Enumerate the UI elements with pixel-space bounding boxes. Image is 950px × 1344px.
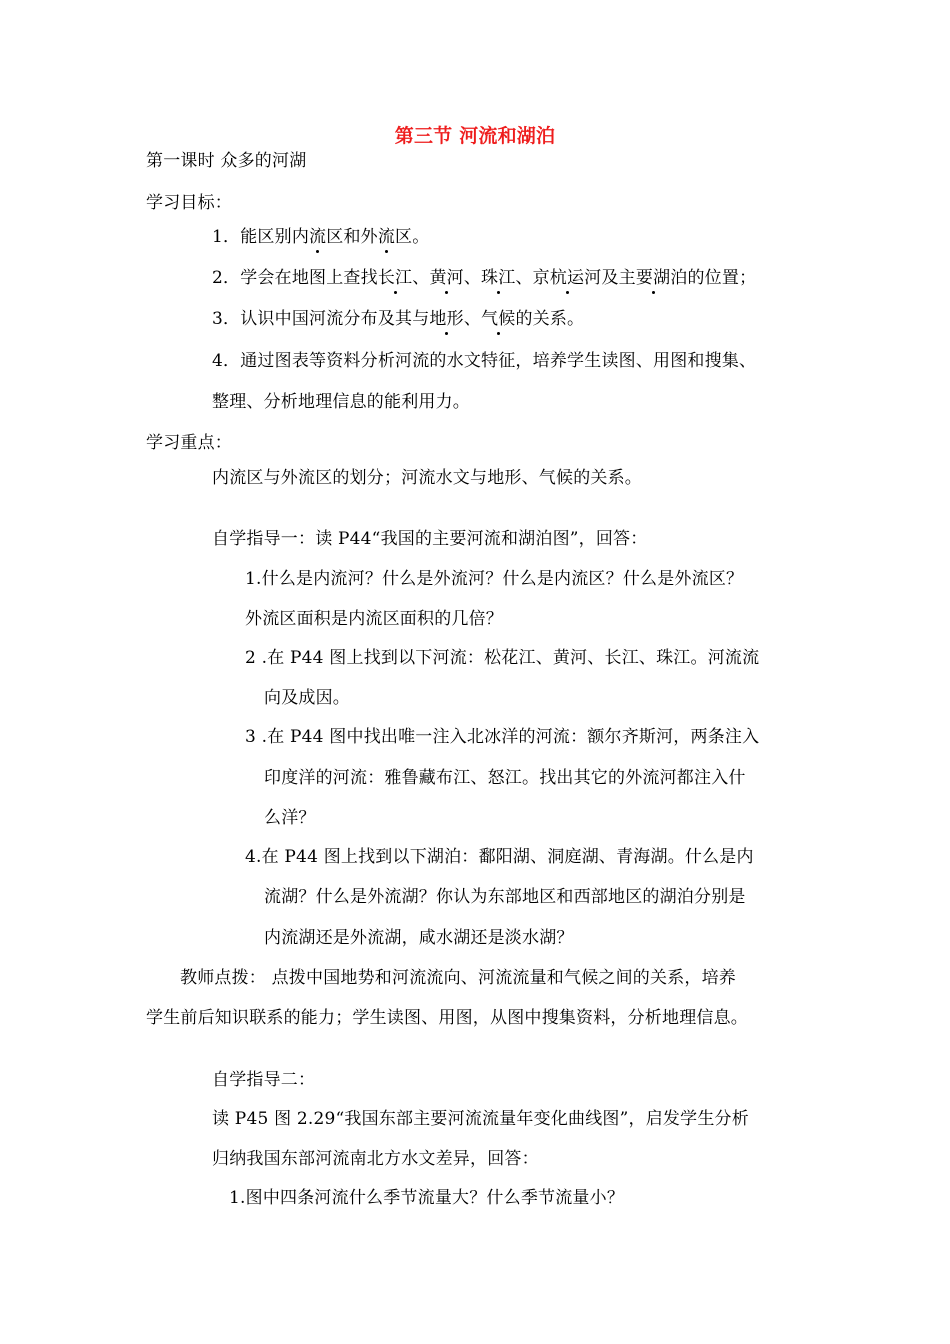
guide1-q1-line2: 外流区面积是内流区面积的几倍？ <box>245 609 503 629</box>
document-title: 第三节 河流和湖泊 <box>394 125 556 147</box>
objective-item-1 <box>212 226 429 248</box>
guide2-q1: 1.图中四条河流什么季节流量大？什么季节流量小？ <box>229 1188 625 1208</box>
guide1-q4-line2: 流湖？什么是外流湖？你认为东部地区和西部地区的湖泊分别是 <box>264 887 746 907</box>
guide1-q2-line2: 向及成因。 <box>264 688 350 708</box>
objective-item-4-line1: 4．通过图表等资料分析河流的水文特征，培养学生读图、用图和搜集、 <box>212 351 757 371</box>
emphasis-text: 黄河 <box>429 268 464 288</box>
objective-text: 和 <box>343 227 361 247</box>
emphasis-text: 外流区 <box>360 227 413 247</box>
objective-item-3 <box>212 308 584 330</box>
objective-text: 、 <box>515 268 533 288</box>
guide1-q4-line1: 4.在 P44 图上找到以下湖泊：鄱阳湖、洞庭湖、青海湖。什么是内 <box>245 847 754 867</box>
guide1-q3-line1: 3 .在 P44 图中找出唯一注入北冰洋的河流：额尔齐斯河，两条注入 <box>245 727 760 747</box>
emphasis-text: 长江 <box>377 268 413 288</box>
teacher-note-line1: 教师点拨： 点拨中国地势和河流流向、河流流量和气候之间的关系，培养 <box>180 968 737 988</box>
emphasis-text: 地形 <box>429 309 464 329</box>
objective-number: 1． <box>212 227 241 247</box>
objective-item-2 <box>212 267 756 289</box>
guide1-heading: 自学指导一：读 P44“我国的主要河流和湖泊图”，回答： <box>212 529 648 549</box>
emphasis-text: 气候 <box>481 309 516 329</box>
objective-text: 能区别 <box>240 227 292 247</box>
lesson-subtitle: 第一课时 众多的河湖 <box>146 151 307 171</box>
guide1-q2-line1: 2 .在 P44 图上找到以下河流：松花江、黄河、长江、珠江。河流流 <box>245 648 760 668</box>
objective-text: 、 <box>412 268 430 288</box>
emphasis-text: 京杭运河 <box>532 268 602 288</box>
guide2-line2: 归纳我国东部河流南北方水文差异，回答： <box>212 1149 539 1169</box>
objectives-heading: 学习目标： <box>146 193 232 213</box>
objective-text: 、 <box>463 268 482 288</box>
objective-number: 3． <box>212 309 241 329</box>
objective-item-4-line2: 整理、分析地理信息的能利用力。 <box>212 392 470 412</box>
emphasis-text: 珠江 <box>481 268 516 288</box>
objective-text: 的位置； <box>687 268 757 288</box>
objective-text: 认识中国河流分布及其与 <box>240 309 430 329</box>
objective-text: 学会在地图上查找 <box>240 268 378 288</box>
objective-number: 2． <box>212 268 241 288</box>
keypoints-heading: 学习重点： <box>146 433 232 453</box>
guide1-q3-line2: 印度洋的河流：雅鲁藏布江、怒江。找出其它的外流河都注入什 <box>264 768 746 788</box>
objective-text: 、 <box>463 309 482 329</box>
emphasis-text: 主要湖泊 <box>618 268 688 288</box>
guide1-q3-line3: 么洋？ <box>264 808 316 828</box>
guide2-line1: 读 P45 图 2.29“我国东部主要河流流量年变化曲线图”，启发学生分析 <box>212 1109 749 1129</box>
guide1-q4-line3: 内流湖还是外流湖，咸水湖还是淡水湖？ <box>264 928 574 948</box>
keypoints-text: 内流区与外流区的划分；河流水文与地形、气候的关系。 <box>212 468 642 488</box>
guide1-q1-line1: 1.什么是内流河？什么是外流河？什么是内流区？什么是外流区？ <box>245 569 744 589</box>
emphasis-text: 内流区 <box>291 227 344 247</box>
guide2-heading: 自学指导二： <box>212 1070 316 1090</box>
teacher-note-line2: 学生前后知识联系的能力；学生读图、用图，从图中搜集资料，分析地理信息。 <box>146 1008 748 1028</box>
objective-text: 。 <box>412 227 430 247</box>
objective-text: 的关系。 <box>515 309 585 329</box>
objective-text: 及 <box>601 268 619 288</box>
